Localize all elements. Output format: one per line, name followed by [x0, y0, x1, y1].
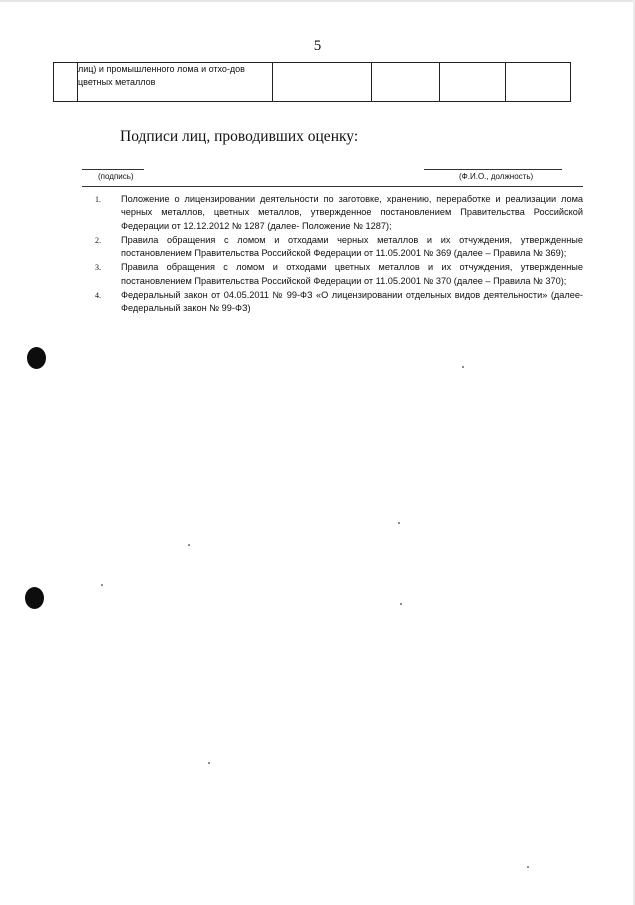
list-item-text: Правила обращения с ломом и отходами черных металлов и их отчуждения, утвержденные постановлением Правительства Российской Федерации от 11.05.2001 № 369 (далее – Правила № 369);: [121, 234, 583, 259]
list-item: [95, 193, 583, 233]
signature-line: [82, 169, 144, 170]
references-list: [95, 193, 583, 317]
list-item-number: 2.: [95, 235, 101, 245]
scan-speck: [101, 584, 103, 586]
table-cell: [506, 63, 571, 102]
list-item-text: Правила обращения с ломом и отходами цветных металлов и их отчуждения, утвержденные постановлением Правительства Российской Федерации от 11.05.2001 № 370 (далее – Правила № 370);: [121, 262, 583, 286]
binder-hole-mark: [25, 587, 44, 609]
scan-speck: [400, 603, 402, 605]
binder-hole-mark: [27, 347, 46, 369]
assessment-table: [53, 62, 571, 102]
table-cell-number: [54, 63, 78, 102]
list-item: [95, 234, 583, 261]
list-item: [95, 289, 583, 316]
signature-label: (подпись): [98, 172, 134, 181]
list-item-number: 3.: [95, 263, 101, 273]
scan-speck: [208, 762, 210, 764]
list-item-number: 1.: [95, 195, 101, 204]
table-cell: [440, 63, 506, 102]
table-cell: [273, 63, 372, 102]
scan-speck: [188, 544, 190, 546]
scan-speck: [398, 522, 400, 524]
table-cell: [372, 63, 440, 102]
references-divider: [82, 186, 583, 187]
name-position-line: [424, 169, 562, 170]
list-item: [95, 261, 583, 288]
list-item-text: Федеральный закон от 04.05.2011 № 99-ФЗ «О лицензировании отдельных видов деятельности» (далее- Федеральный закон № 99-ФЗ): [121, 290, 583, 314]
name-position-label: (Ф.И.О., должность): [459, 172, 534, 181]
table-row: [54, 63, 571, 102]
list-item-text: Положение о лицензировании деятельности по заготовке, хранению, переработке и реализации лома черных металлов, цветных металлов, утвержденное постановлением Правительства Российской Федерации от 12.12.2012 № 1287 (далее- Положение № 1287);: [121, 194, 583, 231]
scan-speck: [462, 366, 464, 368]
scan-edge-top: [0, 0, 635, 2]
list-item-number: 4.: [95, 291, 101, 301]
signatures-heading: Подписи лиц, проводивших оценку:: [120, 128, 359, 145]
scan-speck: [527, 866, 529, 868]
table-cell-requirement: лиц) и промышленного лома и отхо-дов цветных металлов: [78, 63, 273, 102]
page-number: 5: [313, 38, 322, 54]
